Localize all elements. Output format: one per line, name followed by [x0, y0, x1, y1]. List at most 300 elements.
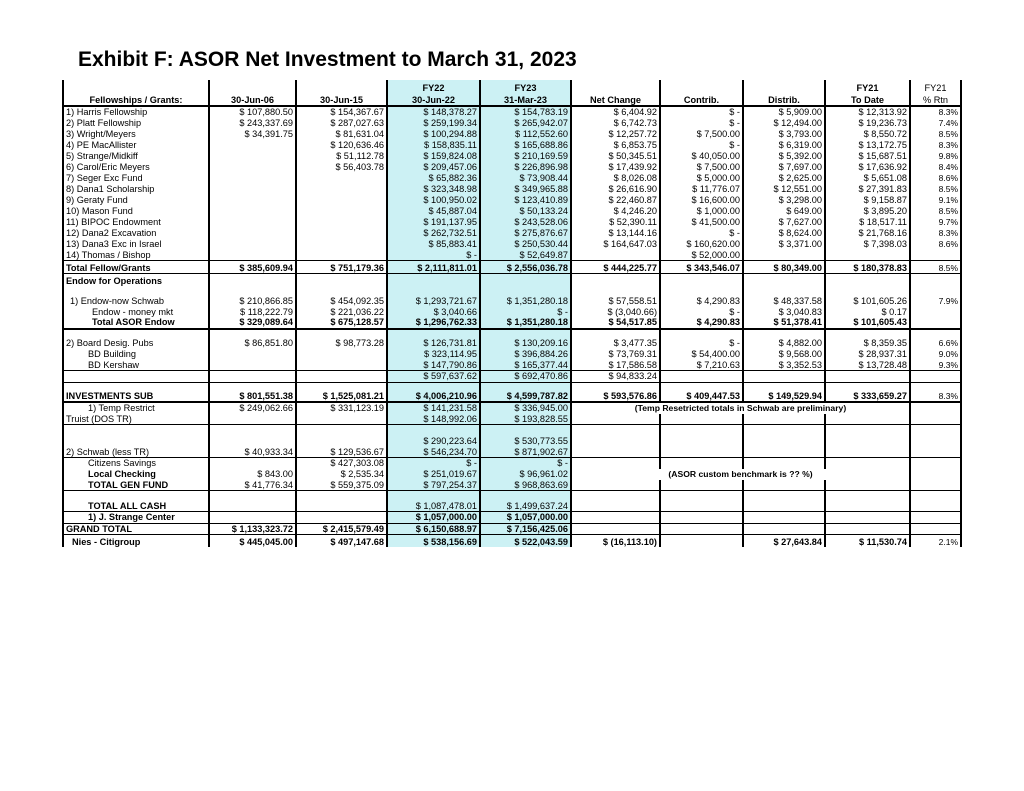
- return-cell: 9.3%: [910, 360, 961, 371]
- return-cell: [910, 402, 961, 413]
- table-row: [63, 382, 961, 402]
- value-cell: [296, 349, 387, 360]
- value-cell: $ 34,391.75: [209, 128, 296, 139]
- value-cell: $ 9,158.87: [825, 194, 910, 205]
- value-cell: $ 98,773.28: [296, 329, 387, 349]
- value-cell: $ 1,057,000.00: [387, 512, 480, 523]
- value-cell: $ -: [660, 117, 743, 128]
- value-cell: [209, 512, 296, 523]
- value-cell: $ -: [660, 329, 743, 349]
- value-cell: $ -: [387, 249, 480, 260]
- row-label: 5) Strange/Midkiff: [63, 150, 209, 161]
- value-cell: [825, 512, 910, 523]
- value-cell: $ -: [480, 458, 571, 469]
- return-cell: 8.5%: [910, 128, 961, 139]
- value-cell: [296, 80, 387, 93]
- value-cell: $ 13,144.16: [571, 227, 660, 238]
- value-cell: $ 409,447.53: [660, 382, 743, 402]
- return-cell: 8.4%: [910, 161, 961, 172]
- return-cell: 6.6%: [910, 329, 961, 349]
- value-cell: $ -: [660, 106, 743, 117]
- value-cell: [743, 491, 825, 512]
- value-cell: [296, 414, 387, 425]
- value-cell: [743, 249, 825, 260]
- value-cell: $ 249,062.66: [209, 402, 296, 413]
- value-cell: [660, 491, 743, 512]
- value-cell: [660, 523, 743, 534]
- value-cell: [209, 249, 296, 260]
- row-label: 2) Board Desig. Pubs: [63, 329, 209, 349]
- table-row: [63, 523, 961, 534]
- value-cell: $ 6,742.73: [571, 117, 660, 128]
- table-row: [63, 260, 961, 273]
- return-cell: 8.6%: [910, 238, 961, 249]
- row-label: Total ASOR Endow: [63, 317, 209, 328]
- row-label: Total Fellow/Grants: [63, 260, 209, 273]
- return-cell: [910, 273, 961, 286]
- value-cell: $ -: [660, 306, 743, 317]
- table-row: [63, 469, 961, 480]
- value-cell: 30-Jun-22: [387, 93, 480, 106]
- row-label: BD Building: [63, 349, 209, 360]
- table-row: [63, 402, 961, 413]
- return-cell: 7.4%: [910, 117, 961, 128]
- value-cell: [825, 523, 910, 534]
- value-cell: $ 6,319.00: [743, 139, 825, 150]
- return-cell: [910, 469, 961, 480]
- return-cell: 8.5%: [910, 260, 961, 273]
- table-row: [63, 534, 961, 547]
- value-cell: $ 148,378.27: [387, 106, 480, 117]
- table-row: [63, 273, 961, 286]
- value-cell: [209, 360, 296, 371]
- value-cell: $ 86,851.80: [209, 329, 296, 349]
- value-cell: [209, 183, 296, 194]
- value-cell: [660, 371, 743, 382]
- value-cell: $ 538,156.69: [387, 534, 480, 547]
- value-cell: $ 126,731.81: [387, 329, 480, 349]
- value-cell: [825, 425, 910, 447]
- return-cell: 8.3%: [910, 106, 961, 117]
- value-cell: [660, 512, 743, 523]
- value-cell: 30-Jun-06: [209, 93, 296, 106]
- row-label: BD Kershaw: [63, 360, 209, 371]
- value-cell: [743, 371, 825, 382]
- value-cell: $ 120,636.46: [296, 139, 387, 150]
- value-cell: $ 6,853.75: [571, 139, 660, 150]
- value-cell: $ 191,137.95: [387, 216, 480, 227]
- value-cell: $ 17,439.92: [571, 161, 660, 172]
- row-label: 2) Platt Fellowship: [63, 117, 209, 128]
- value-cell: $ 343,546.07: [660, 260, 743, 273]
- value-cell: $ 27,643.84: [743, 534, 825, 547]
- row-label: Fellowships / Grants:: [63, 93, 209, 106]
- value-cell: [209, 150, 296, 161]
- value-cell: [743, 512, 825, 523]
- value-cell: Distrib.: [743, 93, 825, 106]
- row-label: TOTAL ALL CASH: [63, 491, 209, 512]
- value-cell: [296, 183, 387, 194]
- row-label: [63, 371, 209, 382]
- value-cell: $ 12,313.92: [825, 106, 910, 117]
- table-row: [63, 194, 961, 205]
- value-cell: $ 19,236.73: [825, 117, 910, 128]
- row-label: GRAND TOTAL: [63, 523, 209, 534]
- value-cell: [660, 273, 743, 286]
- value-cell: $ 57,558.51: [571, 286, 660, 306]
- return-cell: [910, 249, 961, 260]
- value-cell: $ 45,887.04: [387, 205, 480, 216]
- value-cell: [825, 249, 910, 260]
- value-cell: [571, 523, 660, 534]
- value-cell: $ 1,351,280.18: [480, 317, 571, 328]
- value-cell: $ 675,128.57: [296, 317, 387, 328]
- value-cell: [743, 523, 825, 534]
- value-cell: $ (16,113.10): [571, 534, 660, 547]
- value-cell: $ 41,776.34: [209, 480, 296, 491]
- value-cell: $ (3,040.66): [571, 306, 660, 317]
- investment-table: [62, 80, 962, 547]
- value-cell: $ 497,147.68: [296, 534, 387, 547]
- table-row: [63, 480, 961, 491]
- value-cell: $ 94,833.24: [571, 371, 660, 382]
- value-cell: $ 12,494.00: [743, 117, 825, 128]
- value-cell: $ 7,500.00: [660, 161, 743, 172]
- value-cell: $ 52,649.87: [480, 249, 571, 260]
- value-cell: [209, 371, 296, 382]
- value-cell: [296, 273, 387, 286]
- value-cell: $ 4,882.00: [743, 329, 825, 349]
- value-cell: $ 41,500.00: [660, 216, 743, 227]
- value-cell: $ 427,303.08: [296, 458, 387, 469]
- value-cell: $ 52,000.00: [660, 249, 743, 260]
- note-text: (ASOR custom benchmark is ?? %): [571, 469, 910, 480]
- value-cell: $ 12,551.00: [743, 183, 825, 194]
- value-cell: $ 13,172.75: [825, 139, 910, 150]
- value-cell: $ 130,209.16: [480, 329, 571, 349]
- value-cell: $ 530,773.55: [480, 425, 571, 447]
- value-cell: [209, 414, 296, 425]
- value-cell: $ 2,625.00: [743, 172, 825, 183]
- value-cell: [571, 512, 660, 523]
- return-cell: 8.6%: [910, 172, 961, 183]
- value-cell: $ 2,111,811.01: [387, 260, 480, 273]
- value-cell: 30-Jun-15: [296, 93, 387, 106]
- table-row: [63, 183, 961, 194]
- return-cell: [910, 306, 961, 317]
- return-cell: 8.3%: [910, 382, 961, 402]
- value-cell: $ 193,828.55: [480, 414, 571, 425]
- return-cell: [910, 491, 961, 512]
- table-row: [63, 150, 961, 161]
- value-cell: [387, 273, 480, 286]
- return-cell: FY21: [910, 80, 961, 93]
- value-cell: [209, 458, 296, 469]
- value-cell: FY21: [825, 80, 910, 93]
- row-label: 11) BIPOC Endowment: [63, 216, 209, 227]
- value-cell: $ 48,337.58: [743, 286, 825, 306]
- value-cell: To Date: [825, 93, 910, 106]
- value-cell: $ 287,027.63: [296, 117, 387, 128]
- value-cell: $ 26,616.90: [571, 183, 660, 194]
- value-cell: $ 141,231.58: [387, 402, 480, 413]
- value-cell: [209, 425, 296, 447]
- value-cell: $ 160,620.00: [660, 238, 743, 249]
- value-cell: $ 27,391.83: [825, 183, 910, 194]
- value-cell: $ 4,246.20: [571, 205, 660, 216]
- value-cell: FY22: [387, 80, 480, 93]
- value-cell: $ 2,556,036.78: [480, 260, 571, 273]
- value-cell: $ 968,863.69: [480, 480, 571, 491]
- value-cell: $ 751,179.36: [296, 260, 387, 273]
- value-cell: $ 1,351,280.18: [480, 286, 571, 306]
- value-cell: Contrib.: [660, 93, 743, 106]
- row-label: Endow - money mkt: [63, 306, 209, 317]
- table-row: [63, 491, 961, 512]
- value-cell: $ 96,961.02: [480, 469, 571, 480]
- value-cell: $ 13,728.48: [825, 360, 910, 371]
- return-cell: 2.1%: [910, 534, 961, 547]
- value-cell: $ 797,254.37: [387, 480, 480, 491]
- value-cell: $ 336,945.00: [480, 402, 571, 413]
- value-cell: $ -: [660, 139, 743, 150]
- table-row: [63, 349, 961, 360]
- value-cell: [296, 512, 387, 523]
- value-cell: $ 259,199.34: [387, 117, 480, 128]
- value-cell: $ 50,345.51: [571, 150, 660, 161]
- value-cell: $ 333,659.27: [825, 382, 910, 402]
- value-cell: $ 22,460.87: [571, 194, 660, 205]
- value-cell: $ 329,089.64: [209, 317, 296, 328]
- value-cell: $ 164,647.03: [571, 238, 660, 249]
- row-label: 10) Mason Fund: [63, 205, 209, 216]
- value-cell: [209, 227, 296, 238]
- value-cell: $ 4,290.83: [660, 286, 743, 306]
- value-cell: $ 12,257.72: [571, 128, 660, 139]
- return-cell: 8.5%: [910, 205, 961, 216]
- row-label: [63, 80, 209, 93]
- value-cell: $ 8,026.08: [571, 172, 660, 183]
- row-label: 1) Harris Fellowship: [63, 106, 209, 117]
- value-cell: [209, 238, 296, 249]
- value-cell: $ 7,156,425.06: [480, 523, 571, 534]
- value-cell: [296, 238, 387, 249]
- table-row: [63, 249, 961, 260]
- value-cell: $ 100,294.88: [387, 128, 480, 139]
- table-row: [63, 447, 961, 458]
- row-label: Endow for Operations: [63, 273, 209, 286]
- value-cell: [480, 273, 571, 286]
- table-row: [63, 139, 961, 150]
- value-cell: [209, 172, 296, 183]
- value-cell: FY23: [480, 80, 571, 93]
- value-cell: [571, 249, 660, 260]
- value-cell: $ 5,651.08: [825, 172, 910, 183]
- value-cell: [825, 491, 910, 512]
- value-cell: $ 323,348.98: [387, 183, 480, 194]
- value-cell: $ 349,965.88: [480, 183, 571, 194]
- value-cell: $ 843.00: [209, 469, 296, 480]
- table-row: [63, 458, 961, 469]
- value-cell: $ 65,882.36: [387, 172, 480, 183]
- return-cell: [910, 425, 961, 447]
- row-label: 1) Endow-now Schwab: [63, 286, 209, 306]
- value-cell: $ 385,609.94: [209, 260, 296, 273]
- value-cell: $ 100,950.02: [387, 194, 480, 205]
- value-cell: [660, 480, 743, 491]
- value-cell: $ 559,375.09: [296, 480, 387, 491]
- table-row: [63, 238, 961, 249]
- value-cell: [296, 249, 387, 260]
- value-cell: [825, 458, 910, 469]
- table-row: [63, 106, 961, 117]
- value-cell: $ 445,045.00: [209, 534, 296, 547]
- table-row: [63, 306, 961, 317]
- value-cell: [296, 227, 387, 238]
- value-cell: [296, 194, 387, 205]
- return-cell: [910, 317, 961, 328]
- row-label: [63, 425, 209, 447]
- value-cell: [825, 371, 910, 382]
- value-cell: $ -: [480, 306, 571, 317]
- value-cell: $ 1,133,323.72: [209, 523, 296, 534]
- row-label: Nies - Citigroup: [63, 534, 209, 547]
- value-cell: [743, 447, 825, 458]
- value-cell: $ 221,036.22: [296, 306, 387, 317]
- value-cell: $ 80,349.00: [743, 260, 825, 273]
- value-cell: $ 210,169.59: [480, 150, 571, 161]
- table-row: [63, 329, 961, 349]
- value-cell: $ 801,551.38: [209, 382, 296, 402]
- value-cell: [209, 205, 296, 216]
- value-cell: [660, 447, 743, 458]
- return-cell: 9.0%: [910, 349, 961, 360]
- value-cell: $ 52,390.11: [571, 216, 660, 227]
- value-cell: [571, 425, 660, 447]
- value-cell: $ 123,410.89: [480, 194, 571, 205]
- value-cell: [296, 216, 387, 227]
- value-cell: $ 323,114.95: [387, 349, 480, 360]
- value-cell: $ 1,293,721.67: [387, 286, 480, 306]
- row-label: 13) Dana3 Exc in Israel: [63, 238, 209, 249]
- value-cell: $ 54,400.00: [660, 349, 743, 360]
- header-column-titles-row: [63, 93, 961, 106]
- value-cell: $ 1,000.00: [660, 205, 743, 216]
- value-cell: $ 56,403.78: [296, 161, 387, 172]
- value-cell: [296, 360, 387, 371]
- value-cell: $ 8,359.35: [825, 329, 910, 349]
- value-cell: [571, 480, 660, 491]
- value-cell: $ 17,586.58: [571, 360, 660, 371]
- value-cell: $ 522,043.59: [480, 534, 571, 547]
- value-cell: [296, 425, 387, 447]
- value-cell: Net Change: [571, 93, 660, 106]
- value-cell: $ 73,908.44: [480, 172, 571, 183]
- value-cell: $ 290,223.64: [387, 425, 480, 447]
- value-cell: $ 3,040.83: [743, 306, 825, 317]
- value-cell: $ 180,378.83: [825, 260, 910, 273]
- header-fiscal-year-row: [63, 80, 961, 93]
- table-row: [63, 205, 961, 216]
- value-cell: [571, 447, 660, 458]
- row-label: 3) Wright/Meyers: [63, 128, 209, 139]
- value-cell: $ 3,298.00: [743, 194, 825, 205]
- value-cell: $ 3,040.66: [387, 306, 480, 317]
- value-cell: $ 250,530.44: [480, 238, 571, 249]
- value-cell: [571, 458, 660, 469]
- value-cell: $ 149,529.94: [743, 382, 825, 402]
- row-label: 1) Temp Restrict: [63, 402, 209, 413]
- value-cell: [660, 414, 743, 425]
- value-cell: $ 546,234.70: [387, 447, 480, 458]
- value-cell: $ 101,605.26: [825, 286, 910, 306]
- value-cell: $ 649.00: [743, 205, 825, 216]
- value-cell: [825, 480, 910, 491]
- value-cell: $ 50,133.24: [480, 205, 571, 216]
- row-label: Local Checking: [63, 469, 209, 480]
- value-cell: $ 7,398.03: [825, 238, 910, 249]
- value-cell: [825, 414, 910, 425]
- value-cell: $ 4,290.83: [660, 317, 743, 328]
- return-cell: [910, 523, 961, 534]
- row-label: INVESTMENTS SUB: [63, 382, 209, 402]
- value-cell: $ 265,942.07: [480, 117, 571, 128]
- value-cell: [660, 80, 743, 93]
- value-cell: $ 7,500.00: [660, 128, 743, 139]
- value-cell: $ 17,636.92: [825, 161, 910, 172]
- value-cell: $ 51,112.78: [296, 150, 387, 161]
- value-cell: $ 112,552.60: [480, 128, 571, 139]
- value-cell: $ 210,866.85: [209, 286, 296, 306]
- value-cell: $ 8,550.72: [825, 128, 910, 139]
- value-cell: $ 3,352.53: [743, 360, 825, 371]
- table-body: [63, 80, 961, 547]
- return-cell: 9.8%: [910, 150, 961, 161]
- table-row: [63, 227, 961, 238]
- value-cell: $ 85,883.41: [387, 238, 480, 249]
- table-row: [63, 512, 961, 523]
- value-cell: $ 243,528.06: [480, 216, 571, 227]
- return-cell: [910, 480, 961, 491]
- value-cell: [209, 273, 296, 286]
- value-cell: $ 454,092.35: [296, 286, 387, 306]
- table-row: [63, 216, 961, 227]
- table-row: [63, 117, 961, 128]
- value-cell: $ 275,876.67: [480, 227, 571, 238]
- value-cell: $ 3,895.20: [825, 205, 910, 216]
- return-cell: 8.5%: [910, 183, 961, 194]
- value-cell: $ 15,687.51: [825, 150, 910, 161]
- value-cell: [743, 480, 825, 491]
- return-cell: [910, 414, 961, 425]
- table-row: [63, 161, 961, 172]
- value-cell: $ 1,057,000.00: [480, 512, 571, 523]
- value-cell: $ 1,525,081.21: [296, 382, 387, 402]
- value-cell: $ 3,477.35: [571, 329, 660, 349]
- value-cell: $ 7,627.00: [743, 216, 825, 227]
- return-cell: [910, 512, 961, 523]
- value-cell: $ 209,457.06: [387, 161, 480, 172]
- value-cell: 31-Mar-23: [480, 93, 571, 106]
- value-cell: $ 6,404.92: [571, 106, 660, 117]
- value-cell: $ 2,415,579.49: [296, 523, 387, 534]
- value-cell: $ 101,605.43: [825, 317, 910, 328]
- value-cell: $ 251,019.67: [387, 469, 480, 480]
- value-cell: $ 1,499,637.24: [480, 491, 571, 512]
- value-cell: [825, 273, 910, 286]
- return-cell: 8.3%: [910, 227, 961, 238]
- table-row: [63, 172, 961, 183]
